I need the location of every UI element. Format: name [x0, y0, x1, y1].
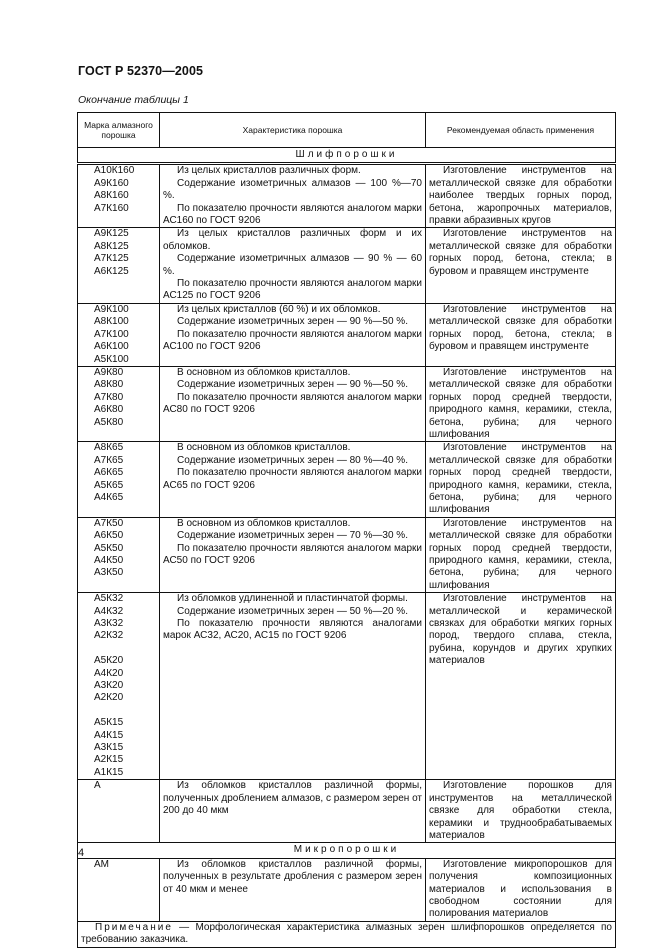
powder-table — [77, 112, 616, 948]
grade-label: А9К100 — [94, 303, 129, 315]
application-text: Изготовление микропорошков для получения композиционных материалов и использования в свободном состоянии для полирования материалов — [429, 858, 612, 920]
characteristic-paragraph: В основном из обломков кристаллов. — [177, 517, 351, 529]
characteristic-paragraph: По показателю прочности являются аналогом марки АС125 по ГОСТ 9206 — [163, 278, 422, 302]
characteristic-cell — [160, 228, 426, 303]
characteristic-cell — [160, 858, 426, 921]
grade-label: А3К20 — [94, 680, 124, 692]
grade-label: А6К125 — [94, 265, 129, 277]
table-row — [78, 858, 616, 921]
grade-label: А — [94, 780, 101, 792]
note-paragraph — [81, 922, 612, 947]
characteristic-paragraph: В основном из обломков кристаллов. — [177, 442, 351, 454]
grade-label: А2К20 — [94, 692, 124, 704]
grade-label: А4К32 — [94, 605, 124, 617]
application-text: Изготовление инструментов на металлической связке для обработки горных пород средней твердости, природного камня, керамики, стекла, бетона, рубина; для черного шлифования — [429, 517, 612, 591]
table-row — [78, 303, 616, 366]
grade-cell — [78, 593, 160, 780]
grade-label: А5К32 — [94, 593, 124, 605]
grade-label: А4К15 — [94, 729, 124, 741]
table-row — [78, 780, 616, 843]
grade-label: А4К50 — [94, 555, 124, 566]
characteristic-paragraph: Содержание изометричных зерен — 90 %—50 %. — [177, 379, 408, 391]
grade-label: А6К65 — [94, 467, 124, 479]
application-text: Изготовление инструментов на металлической и керамической связках для обработки мягких горных пород, твердого сплава, стекла, рубина, корундов и других хрупких материалов — [429, 593, 612, 667]
grade-label: А7К160 — [94, 202, 129, 214]
grade-label: А8К80 — [94, 379, 124, 391]
table-body — [78, 148, 616, 922]
grade-label: А5К100 — [94, 353, 129, 365]
grade-label: А9К160 — [94, 177, 129, 189]
grade-label: А5К50 — [94, 542, 124, 554]
table-row — [78, 517, 616, 592]
application-text: Изготовление инструментов на металлической связке для обработки горных пород, бетона, стекла; в буровом и правящем инструменте — [429, 228, 612, 277]
application-cell — [426, 366, 616, 441]
grade-cell — [78, 517, 160, 592]
grade-cell — [78, 442, 160, 517]
characteristic-paragraph: Содержание изометричных зерен — 80 %—40 %. — [177, 454, 408, 466]
document-id: ГОСТ Р 52370—2005 — [78, 64, 204, 78]
characteristic-paragraph: Из целых кристаллов различных форм и их обломков. — [163, 228, 422, 252]
grade-label: А6К50 — [94, 530, 124, 542]
page-number: 4 — [78, 847, 85, 859]
section-row — [78, 148, 616, 164]
table-header-row — [78, 113, 616, 148]
grade-label: А3К15 — [94, 742, 124, 754]
characteristic-paragraph: По показателю прочности являются аналогом марки АС160 по ГОСТ 9206 — [163, 202, 422, 227]
characteristic-cell — [160, 780, 426, 843]
application-cell — [426, 780, 616, 843]
grade-label: А8К125 — [94, 240, 129, 252]
table-row — [78, 593, 616, 780]
grade-label: А8К65 — [94, 442, 124, 454]
application-text: Изготовление порошков для инструментов на металлической связке для обработки стекла, керамики и труднообрабатываемых материалов — [429, 780, 612, 841]
grade-group-gap — [81, 705, 156, 717]
characteristic-paragraph: Из целых кристаллов различных форм. — [177, 165, 361, 177]
note-cell — [78, 921, 616, 947]
application-cell — [426, 164, 616, 228]
grade-label: А4К65 — [94, 491, 124, 503]
application-text: Изготовление инструментов на металлической связке для обработки наиболее твердых горных пород, бетона, жаропрочных материалов, правки абразивных кругов — [429, 165, 612, 227]
grade-label: А2К32 — [94, 630, 124, 642]
characteristic-paragraph: По показателю прочности являются аналогом марки АС80 по ГОСТ 9206 — [163, 391, 422, 416]
application-text: Изготовление инструментов на металлической связке для обработки горных пород средней твердости, природного камня, керамики, стекла, бетона, рубина; для черного шлифования — [429, 442, 612, 516]
grade-label: А5К15 — [94, 717, 124, 729]
characteristic-paragraph: По показателю прочности являются аналогами марок АС32, АС20, АС15 по ГОСТ 9206 — [163, 618, 422, 642]
characteristic-cell — [160, 593, 426, 780]
column-header-application: Рекомендуемая область применения — [426, 113, 616, 148]
section-row — [78, 843, 616, 858]
grade-label: А5К20 — [94, 655, 124, 667]
application-cell — [426, 858, 616, 921]
characteristic-paragraph: Из целых кристаллов (60 %) и их обломков. — [177, 303, 381, 315]
characteristic-paragraph: По показателю прочности являются аналогом марки АС65 по ГОСТ 9206 — [163, 467, 422, 491]
grade-label: А8К160 — [94, 190, 129, 202]
grade-label: А1К15 — [94, 766, 124, 778]
characteristic-paragraph: Содержание изометричных зерен — 90 %—50 %. — [177, 316, 408, 328]
characteristic-paragraph: В основном из обломков кристаллов. — [177, 366, 351, 378]
table-caption: Окончание таблицы 1 — [78, 94, 189, 106]
characteristic-paragraph: Содержание изометричных алмазов — 100 %—70 %. — [163, 177, 422, 202]
grade-label: А7К65 — [94, 454, 124, 466]
grade-label: А3К50 — [94, 567, 124, 579]
grade-label: А5К65 — [94, 479, 124, 491]
characteristic-cell — [160, 517, 426, 592]
characteristic-paragraph: Из обломков удлиненной и пластинчатой формы. — [177, 593, 408, 605]
note-text: — Морфологическая характеристика алмазных зерен шлифпорошков определяется по требованию заказчика. — [81, 921, 612, 946]
column-header-characteristic: Характеристика порошка — [160, 113, 426, 148]
application-cell — [426, 593, 616, 780]
grade-label: А9К125 — [94, 228, 129, 240]
application-cell — [426, 228, 616, 303]
characteristic-paragraph: По показателю прочности являются аналогом марки АС100 по ГОСТ 9206 — [163, 328, 422, 353]
characteristic-paragraph: По показателю прочности являются аналогом марки АС50 по ГОСТ 9206 — [163, 542, 422, 566]
section-title: Микропорошки — [78, 843, 616, 858]
application-text: Изготовление инструментов на металлической связке для обработки горных пород, бетона, стекла; в буровом и правящем инструменте — [429, 303, 612, 353]
grade-label: А3К32 — [94, 618, 124, 630]
grade-cell — [78, 228, 160, 303]
note-label: Примечание — [95, 921, 173, 933]
grade-label: А5К80 — [94, 416, 124, 428]
application-cell — [426, 442, 616, 517]
characteristic-paragraph: Содержание изометричных зерен — 70 %—30 %. — [177, 530, 408, 542]
table-row — [78, 366, 616, 441]
characteristic-paragraph: Содержание изометричных зерен — 50 %—20 %. — [177, 605, 408, 617]
application-cell — [426, 303, 616, 366]
grade-label: А7К125 — [94, 253, 129, 265]
column-header-grade: Марка алмазного порошка — [78, 113, 160, 148]
grade-cell — [78, 303, 160, 366]
characteristic-cell — [160, 442, 426, 517]
grade-cell — [78, 858, 160, 921]
grade-label: А7К100 — [94, 328, 129, 340]
grade-label: А7К50 — [94, 517, 124, 529]
grade-cell — [78, 780, 160, 843]
grade-label: А10К160 — [94, 165, 135, 177]
grade-label: АМ — [94, 858, 109, 870]
characteristic-paragraph: Из обломков кристаллов различной формы, полученных в результате дробления с размером зерен от 40 мкм и менее — [163, 858, 422, 895]
application-cell — [426, 517, 616, 592]
table-row — [78, 442, 616, 517]
grade-label: А4К20 — [94, 667, 124, 679]
grade-group-gap — [81, 643, 156, 655]
grade-label: А8К100 — [94, 316, 129, 328]
table-row — [78, 164, 616, 228]
grade-label: А9К80 — [94, 366, 124, 378]
grade-cell — [78, 366, 160, 441]
grade-label: А6К80 — [94, 404, 124, 416]
table-row — [78, 228, 616, 303]
note-row — [78, 921, 616, 947]
characteristic-cell — [160, 303, 426, 366]
grade-label: А6К100 — [94, 341, 129, 353]
characteristic-cell — [160, 366, 426, 441]
characteristic-cell — [160, 164, 426, 228]
grade-label: А2К15 — [94, 754, 124, 766]
characteristic-paragraph: Из обломков кристаллов различной формы, полученных дроблением алмазов, с размером зерен от 200 до 40 мкм — [163, 780, 422, 817]
application-text: Изготовление инструментов на металлической связке для обработки горных пород средней твердости, природного камня, керамики, стекла, бетона, рубина; для черного шлифования — [429, 366, 612, 440]
grade-cell — [78, 164, 160, 228]
grade-label: А7К80 — [94, 391, 124, 403]
characteristic-paragraph: Содержание изометричных алмазов — 90 % — 60 %. — [163, 253, 422, 277]
section-title: Шлифпорошки — [78, 148, 616, 164]
